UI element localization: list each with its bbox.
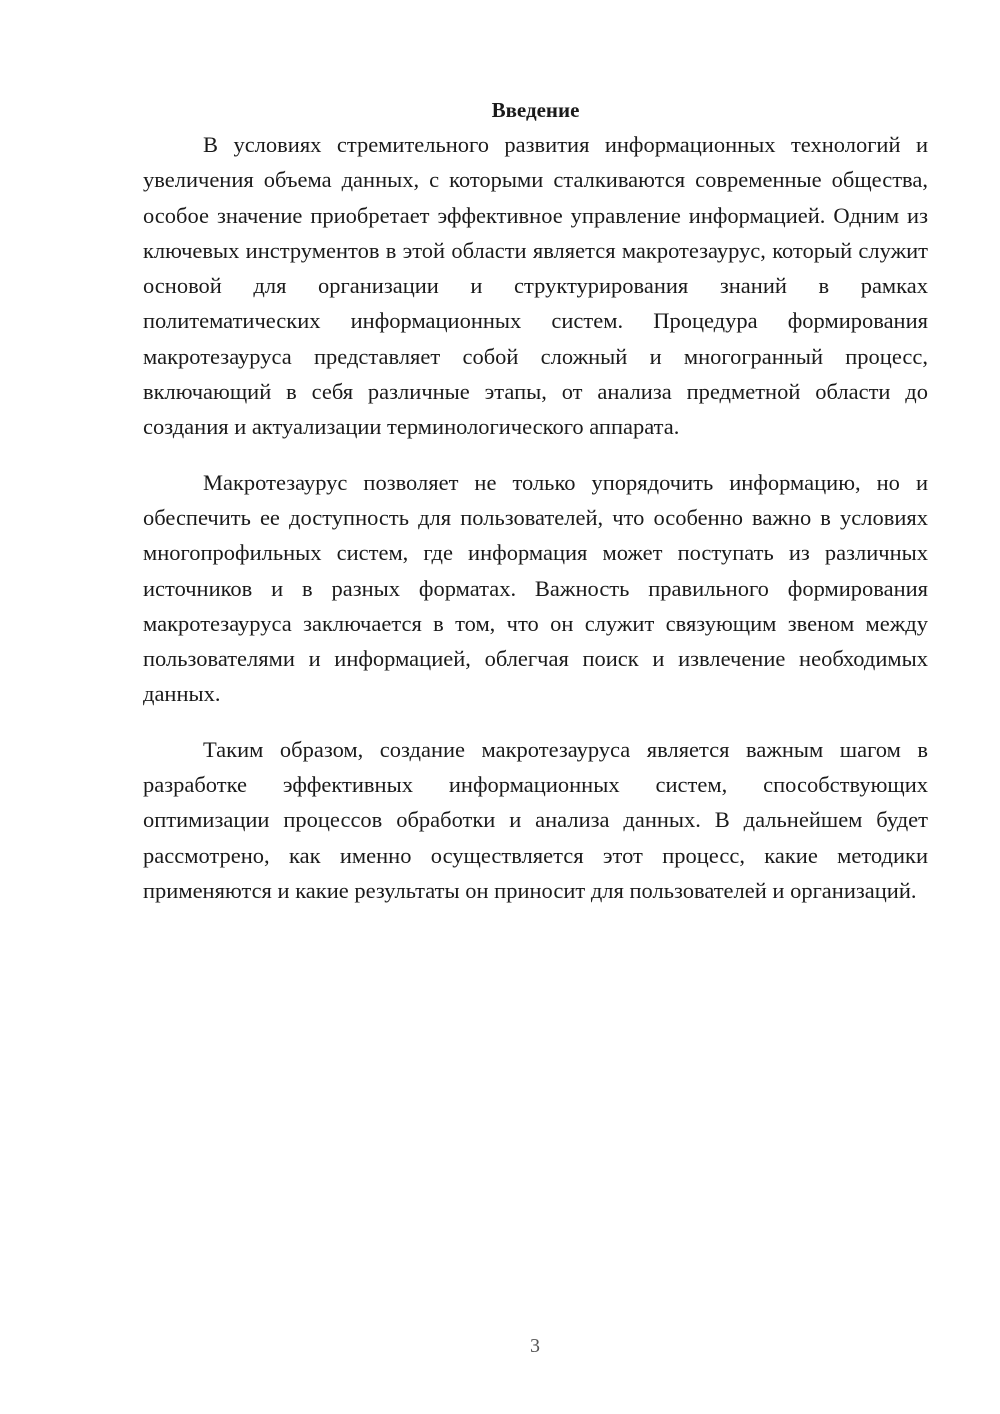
page-title: Введение — [491, 98, 580, 122]
paragraph-1: В условиях стремительного развития информационных технологий и увеличения объема данных, с которыми сталкиваются современные общества, особое значение приобретает эффективное управление информацией. Одним из ключевых инструментов в этой области является макротезаурус, который служит основой для организации и структурирования знаний в рамках политематических информационных систем. Процедура формирования макротезауруса представляет собой сложный и многогранный процесс, включающий в себя различные этапы, от анализа предметной области до создания и актуализации терминологического аппарата. — [143, 132, 928, 440]
page-number: 3 — [530, 1335, 540, 1357]
paragraph-3: Таким образом, создание макротезауруса является важным шагом в разработке эффективных информационных систем, способствующих оптимизации процессов обработки и анализа данных. В дальнейшем будет рассмотрено, как именно осуществляется этот процесс, какие методики применяются и какие результаты он приносит для пользователей и организаций. — [143, 736, 928, 903]
page-content — [143, 95, 928, 928]
paragraph-2: Макротезаурус позволяет не только упорядочить информацию, но и обеспечить ее доступность для пользователей, что особенно важно в условиях многопрофильных систем, где информация может поступать из различных источников и в разных форматах. Важность правильного формирования макротезауруса заключается в том, что он служит связующим звеном между пользователями и информацией, облегчая поиск и извлечение необходимых данных. — [143, 469, 928, 707]
